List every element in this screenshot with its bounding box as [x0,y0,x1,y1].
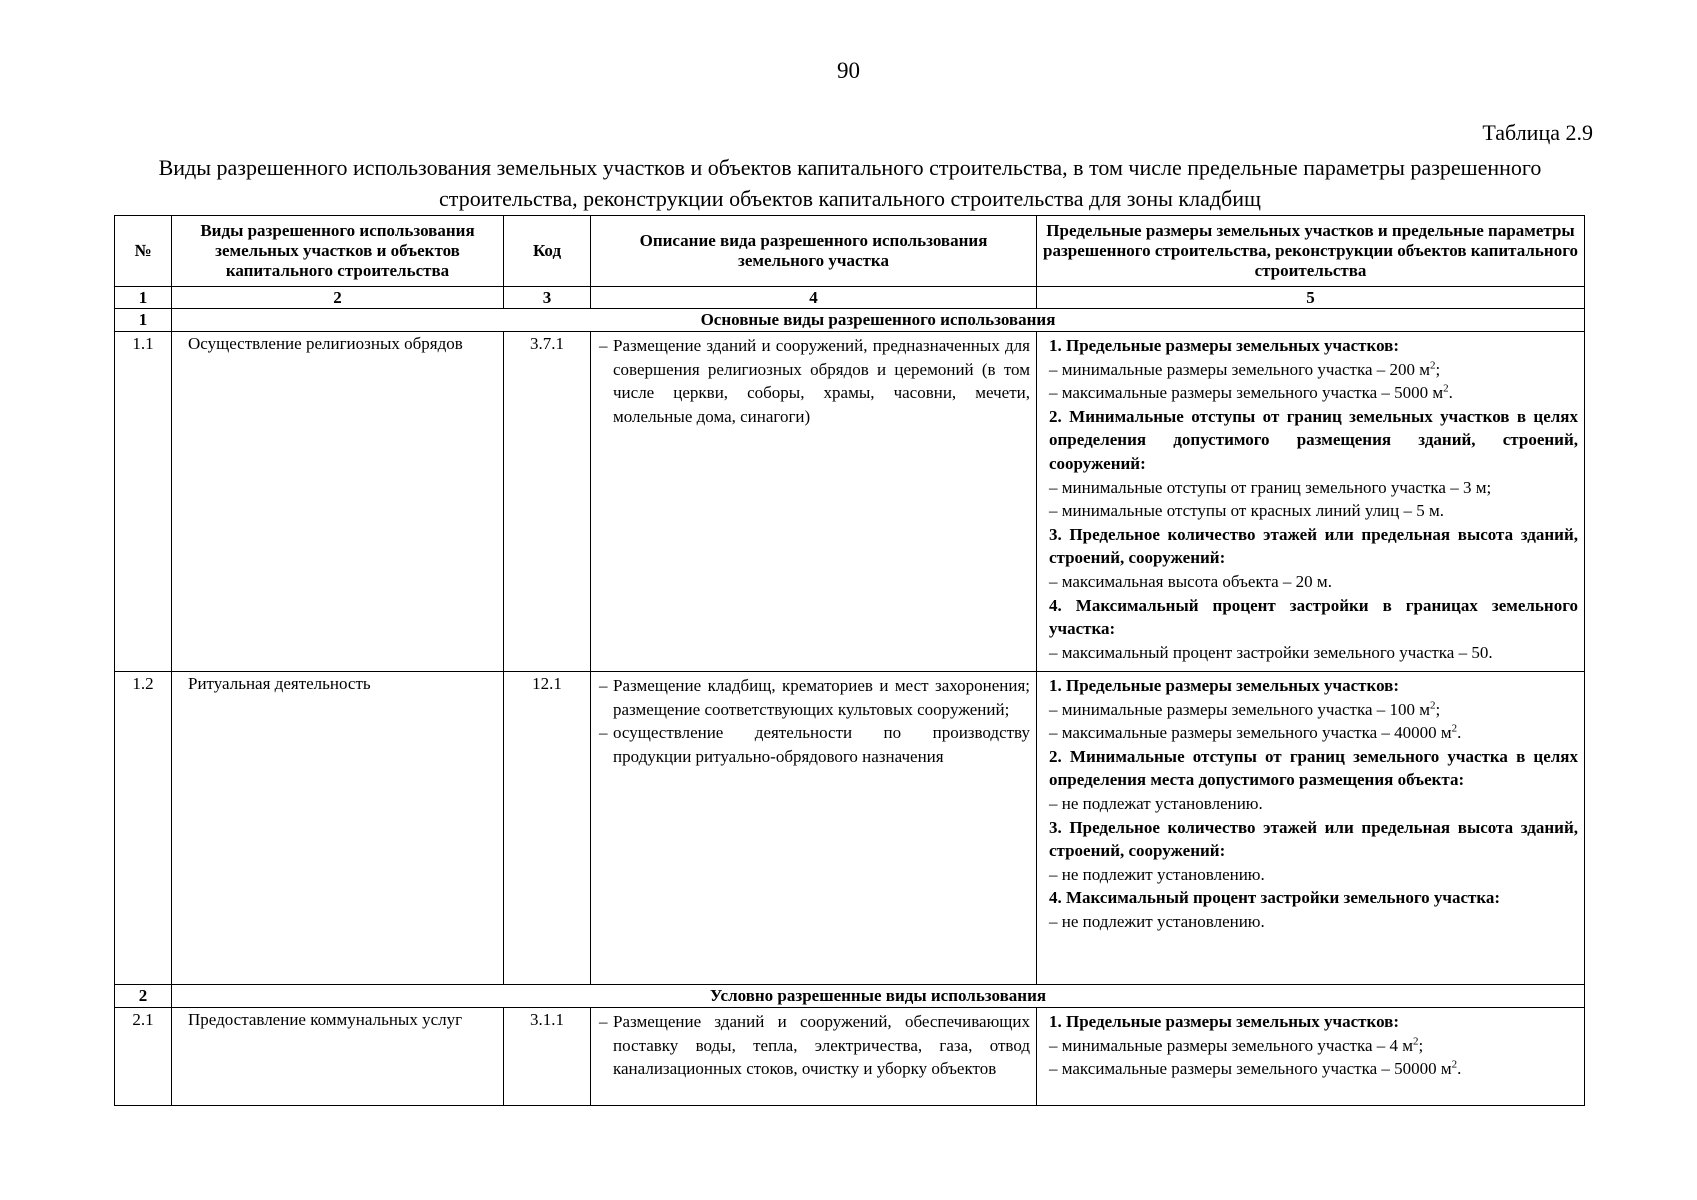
limit-item: – не подлежит установлению. [1049,864,1265,884]
limit-item: – максимальная высота объекта – 20 м. [1049,571,1332,591]
section-num: 2 [115,985,172,1008]
section-row [115,309,1585,332]
section-row [115,985,1585,1008]
row-limits [1037,332,1585,672]
limit-item: – минимальные отступы от границ земельного участка – 3 м; [1049,477,1492,497]
row-code: 3.7.1 [504,332,591,672]
limit-item: – минимальные размеры земельного участка – 4 $м^2$; [1049,1034,1424,1055]
header-row [115,216,1585,287]
limit-item: – максимальный процент застройки земельного участка – 50. [1049,642,1493,662]
table-row [115,1008,1585,1106]
section-title: Основные виды разрешенного использования [172,309,1585,332]
header-code: Код [504,216,591,287]
desc-item: – Размещение кладбищ, крематориев и мест захоронения; размещение соответствующих культовых сооружений; [599,676,1030,719]
limit-heading: 2. Минимальные отступы от границ земельных участков в целях определения допустимого размещения зданий, строений, сооружений: [1049,406,1578,473]
table-row [115,672,1585,985]
column-number: 2 [172,287,504,309]
row-num: 1.2 [115,672,172,985]
row-desc [591,332,1037,672]
section-title: Условно разрешенные виды использования [172,985,1585,1008]
row-limits [1037,1008,1585,1106]
limit-heading: 4. Максимальный процент застройки в границах земельного участка: [1049,595,1578,639]
desc-item: – Размещение зданий и сооружений, обеспечивающих поставку воды, тепла, электричества, газа, отвод канализационных стоков, очистку и уборку объектов [599,1012,1030,1079]
limit-item: – максимальные размеры земельного участка – 50000 $м^2$. [1049,1058,1462,1079]
limit-item: – минимальные размеры земельного участка – 100 $м^2$; [1049,698,1441,719]
row-limits [1037,672,1585,985]
limit-item: – минимальные отступы от красных линий улиц – 5 м. [1049,501,1445,521]
table-label: Таблица 2.9 [1482,120,1593,145]
row-name: Ритуальная деятельность [172,672,504,985]
limit-item: – не подлежат установлению. [1049,793,1263,813]
section-num: 1 [115,309,172,332]
desc-item: – осуществление деятельности по производству продукции ритуально-обрядового назначения [599,723,1030,766]
header-num: № [115,216,172,287]
header-desc: Описание вида разрешенного использования земельного участка [591,216,1037,287]
column-number-row [115,287,1585,309]
table-title: Виды разрешенного использования земельных участков и объектов капитального строительства, в том числе предельные параметры разрешенного строительства, реконструкции объектов капитального строительства для зоны кладбищ [158,155,1542,211]
limit-heading: 3. Предельное количество этажей или предельная высота зданий, строений, сооружений: [1049,817,1578,861]
row-desc [591,1008,1037,1106]
row-num: 2.1 [115,1008,172,1106]
land-use-table [114,215,1585,1106]
limit-item: – максимальные размеры земельного участка – 5000 $м^2$. [1049,382,1453,403]
row-code: 12.1 [504,672,591,985]
row-desc [591,672,1037,985]
limit-heading: 4. Максимальный процент застройки земельного участка: [1049,888,1501,908]
desc-item: – Размещение зданий и сооружений, предназначенных для совершения религиозных обрядов и церемоний (в том числе церкви, соборы, храмы, часовни, мечети, молельные дома, синагоги) [599,336,1030,426]
header-kinds: Виды разрешенного использования земельных участков и объектов капитального строительства [172,216,504,287]
limit-heading: 1. Предельные размеры земельных участков: [1049,1012,1400,1031]
column-number: 1 [115,287,172,309]
limit-item: – максимальные размеры земельного участка – 40000 $м^2$. [1049,722,1462,743]
limit-item: – минимальные размеры земельного участка – 200 $м^2$; [1049,358,1441,379]
limit-heading: 1. Предельные размеры земельных участков: [1049,336,1400,355]
column-number: 4 [591,287,1037,309]
limit-heading: 2. Минимальные отступы от границ земельного участка в целях определения места допустимого размещения объекта: [1049,746,1578,790]
row-num: 1.1 [115,332,172,672]
limit-heading: 1. Предельные размеры земельных участков: [1049,676,1400,695]
limit-heading: 3. Предельное количество этажей или предельная высота зданий, строений, сооружений: [1049,524,1578,568]
limit-item: – не подлежит установлению. [1049,911,1265,931]
row-name: Осуществление религиозных обрядов [172,332,504,672]
page-number: 90 [837,58,860,83]
table-row [115,332,1585,672]
row-name: Предоставление коммунальных услуг [172,1008,504,1106]
row-code: 3.1.1 [504,1008,591,1106]
header-limits: Предельные размеры земельных участков и предельные параметры разрешенного строительства, реконструкции объектов капитального строительства [1037,216,1585,287]
column-number: 3 [504,287,591,309]
column-number: 5 [1037,287,1585,309]
